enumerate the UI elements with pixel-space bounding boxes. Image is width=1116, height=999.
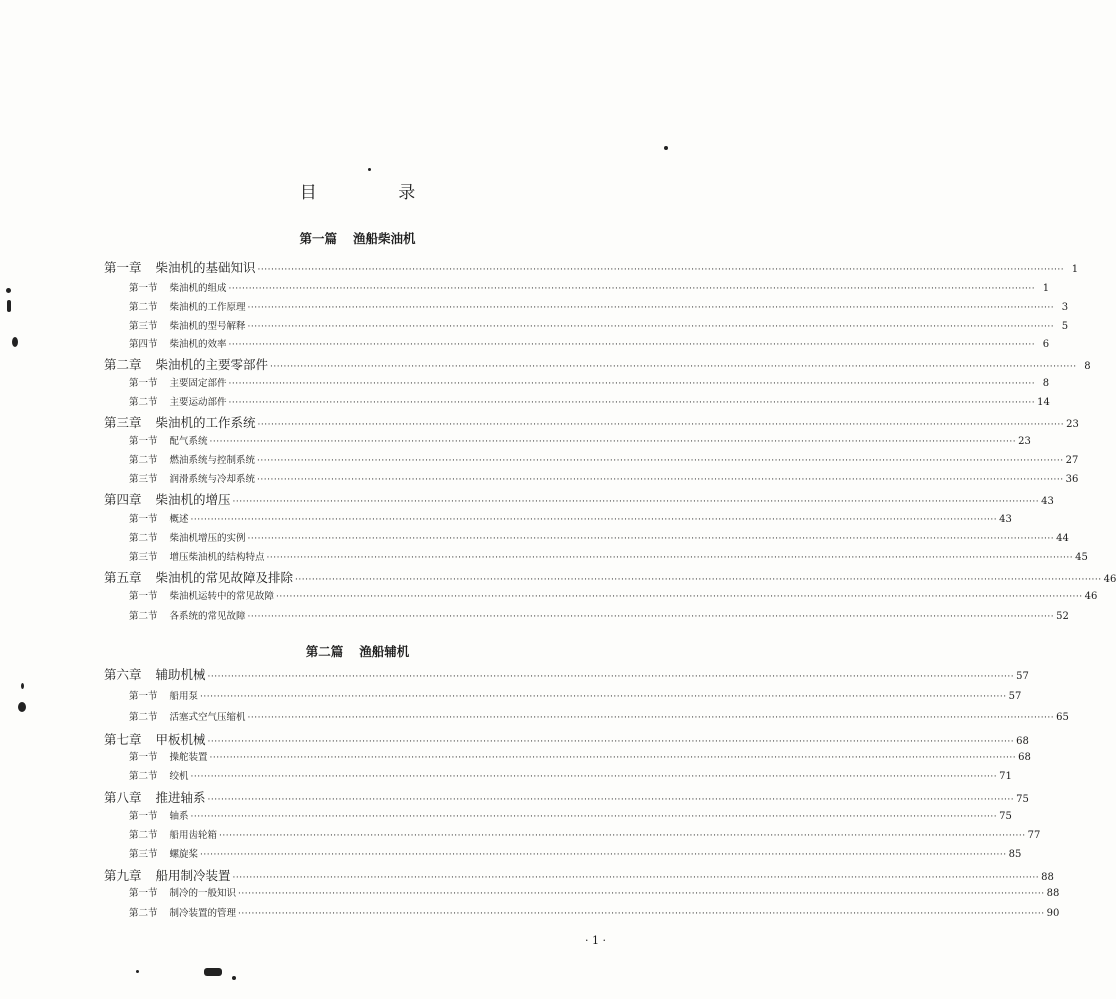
chapter-title: 推进轴系 xyxy=(155,790,206,805)
section-number: 第一节 xyxy=(129,591,158,602)
dot-leader: ················································································································································································································································ xyxy=(270,362,1077,372)
dot-leader: ················································································································································································································································ xyxy=(232,873,1040,883)
page-ref: 8 xyxy=(1084,361,1091,372)
section-number: 第一节 xyxy=(129,752,158,763)
section-number: 第二节 xyxy=(129,302,158,313)
page-ref: 46 xyxy=(1084,591,1098,602)
part-name: 渔船辅机 xyxy=(359,644,410,659)
section-number: 第二节 xyxy=(129,455,158,466)
chapter-number: 第二章 xyxy=(104,357,142,372)
page-ref: 8 xyxy=(1042,378,1050,389)
section-title: 制冷的一般知识 xyxy=(169,888,237,899)
page-ref: 23 xyxy=(1066,419,1079,430)
section-number: 第二节 xyxy=(129,830,158,841)
dot-leader: ················································································································································································································································ xyxy=(247,713,1055,723)
chapter-number: 第三章 xyxy=(104,415,142,430)
dot-leader: ················································································································································································································································ xyxy=(228,284,1036,294)
dot-leader: ················································································································································································································································ xyxy=(295,575,1102,585)
toc-section-entry xyxy=(129,846,1022,865)
toc-chapter-entry xyxy=(104,866,1054,885)
section-number: 第二节 xyxy=(129,712,158,723)
toc-section-entry xyxy=(129,827,1041,846)
section-number: 第二节 xyxy=(129,611,158,622)
page-ref: 36 xyxy=(1065,474,1079,485)
toc-section-entry xyxy=(129,588,1098,607)
section-title: 制冷装置的管理 xyxy=(169,908,237,919)
section-number: 第一节 xyxy=(129,811,158,822)
section-title: 概述 xyxy=(169,514,189,525)
scan-speck xyxy=(12,337,18,347)
toc-chapter-entry xyxy=(104,355,1091,374)
toc-chapter-entry xyxy=(104,665,1029,684)
chapter-number: 第五章 xyxy=(104,570,142,585)
chapter-title: 柴油机的增压 xyxy=(155,492,231,507)
page-number: · 1 · xyxy=(585,934,606,947)
toc-section-entry xyxy=(129,433,1031,452)
scan-speck xyxy=(664,146,668,150)
toc-section-entry xyxy=(129,808,1012,827)
toc-section-entry xyxy=(129,452,1079,471)
page-ref: 43 xyxy=(1041,496,1054,507)
dot-leader: ················································································································································································································································ xyxy=(190,772,998,782)
toc-section-entry xyxy=(129,549,1088,568)
toc-section-entry xyxy=(129,280,1050,299)
section-number: 第三节 xyxy=(129,474,158,485)
toc-section-entry xyxy=(129,688,1022,707)
page-ref: 71 xyxy=(999,771,1012,782)
section-number: 第三节 xyxy=(129,849,158,860)
dot-leader: ················································································································································································································································ xyxy=(190,515,998,525)
chapter-title: 柴油机的主要零部件 xyxy=(155,357,269,372)
dot-leader: ················································································································································································································································ xyxy=(238,889,1045,899)
scan-speck xyxy=(6,288,11,293)
page-ref: 1 xyxy=(1042,283,1050,294)
section-title: 润滑系统与冷却系统 xyxy=(169,474,256,485)
toc-chapter-entry xyxy=(104,490,1054,509)
dot-leader: ················································································································································································································································ xyxy=(207,737,1015,747)
dot-leader: ················································································································································································································································ xyxy=(257,475,1064,485)
dot-leader: ················································································································································································································································ xyxy=(247,612,1055,622)
toc-section-entry xyxy=(129,375,1050,394)
dot-leader: ················································································································································································································································ xyxy=(219,831,1026,841)
section-title: 轴系 xyxy=(169,811,189,822)
dot-leader: ················································································································································································································································ xyxy=(257,420,1065,430)
section-number: 第三节 xyxy=(129,552,158,563)
page-ref: 44 xyxy=(1056,533,1069,544)
dot-leader: ················································································································································································································································ xyxy=(276,592,1083,602)
section-title: 柴油机的组成 xyxy=(169,283,227,294)
page-ref: 43 xyxy=(999,514,1012,525)
page-ref: 45 xyxy=(1075,552,1088,563)
scan-speck xyxy=(21,683,24,689)
section-title: 柴油机的工作原理 xyxy=(169,302,246,313)
section-title: 各系统的常见故障 xyxy=(169,611,246,622)
page-ref: 88 xyxy=(1046,888,1060,899)
section-title: 主要运动部件 xyxy=(169,397,227,408)
section-title: 主要固定部件 xyxy=(169,378,227,389)
scan-speck xyxy=(368,168,371,171)
scan-speck xyxy=(136,970,139,973)
section-title: 螺旋桨 xyxy=(169,849,199,860)
dot-leader: ················································································································································································································································ xyxy=(209,437,1017,447)
section-number: 第四节 xyxy=(129,339,158,350)
scan-speck xyxy=(7,300,11,312)
page-ref: 75 xyxy=(999,811,1012,822)
part-label: 第二篇 xyxy=(305,644,344,659)
section-title: 柴油机运转中的常见故障 xyxy=(169,591,275,602)
dot-leader: ················································································································································································································································ xyxy=(257,456,1064,466)
chapter-title: 辅助机械 xyxy=(155,667,206,682)
dot-leader: ················································································································································································································································ xyxy=(266,553,1074,563)
page-ref: 3 xyxy=(1061,302,1069,313)
section-number: 第二节 xyxy=(129,397,158,408)
page-ref: 75 xyxy=(1016,794,1029,805)
toc-section-entry xyxy=(129,471,1079,490)
page-ref: 23 xyxy=(1018,436,1031,447)
toc-chapter-entry xyxy=(104,730,1029,749)
section-number: 第一节 xyxy=(129,691,158,702)
chapter-number: 第一章 xyxy=(104,260,142,275)
dot-leader: ················································································································································································································································ xyxy=(190,812,998,822)
chapter-title: 柴油机的基础知识 xyxy=(155,260,256,275)
section-number: 第一节 xyxy=(129,514,158,525)
page-ref: 1 xyxy=(1071,264,1079,275)
chapter-title: 船用制冷装置 xyxy=(155,868,231,883)
chapter-number: 第九章 xyxy=(104,868,142,883)
section-title: 操舵装置 xyxy=(169,752,208,763)
toc-section-entry xyxy=(129,318,1069,337)
section-number: 第一节 xyxy=(129,283,158,294)
dot-leader: ················································································································································································································································ xyxy=(228,379,1036,389)
toc-chapter-entry xyxy=(104,413,1079,432)
scan-speck xyxy=(204,968,222,976)
page-ref: 27 xyxy=(1065,455,1079,466)
page-ref: 57 xyxy=(1008,691,1022,702)
part-heading xyxy=(0,642,715,660)
chapter-title: 柴油机的工作系统 xyxy=(155,415,256,430)
page-ref: 90 xyxy=(1046,908,1060,919)
toc-section-entry xyxy=(129,905,1060,924)
toc-chapter-entry xyxy=(104,258,1079,277)
toc-section-entry xyxy=(129,336,1050,355)
dot-leader: ················································································································································································································································ xyxy=(207,795,1015,805)
dot-leader: ················································································································································································································································ xyxy=(207,672,1015,682)
chapter-number: 第六章 xyxy=(104,667,142,682)
section-title: 配气系统 xyxy=(169,436,208,447)
toc-section-entry xyxy=(129,608,1069,627)
toc-section-entry xyxy=(129,394,1050,413)
section-title: 活塞式空气压缩机 xyxy=(169,712,246,723)
page-ref: 46 xyxy=(1103,574,1116,585)
chapter-title: 甲板机械 xyxy=(155,732,206,747)
page-ref: 88 xyxy=(1041,872,1054,883)
toc-section-entry xyxy=(129,530,1069,549)
section-title: 燃油系统与控制系统 xyxy=(169,455,256,466)
chapter-number: 第四章 xyxy=(104,492,142,507)
toc-section-entry xyxy=(129,749,1031,768)
toc-section-entry xyxy=(129,299,1069,318)
page-ref: 85 xyxy=(1008,849,1022,860)
section-title: 船用泵 xyxy=(169,691,199,702)
page-ref: 68 xyxy=(1018,752,1031,763)
page-ref: 77 xyxy=(1027,830,1041,841)
chapter-number: 第八章 xyxy=(104,790,142,805)
section-number: 第二节 xyxy=(129,533,158,544)
page-ref: 68 xyxy=(1016,736,1029,747)
dot-leader: ················································································································································································································································ xyxy=(228,398,1036,408)
dot-leader: ················································································································································································································································ xyxy=(257,265,1065,275)
dot-leader: ················································································································································································································································ xyxy=(247,303,1055,313)
dot-leader: ················································································································································································································································ xyxy=(238,909,1045,919)
section-number: 第一节 xyxy=(129,888,158,899)
page-ref: 57 xyxy=(1016,671,1029,682)
toc-section-entry xyxy=(129,885,1060,904)
dot-leader: ················································································································································································································································ xyxy=(247,534,1055,544)
section-title: 柴油机增压的实例 xyxy=(169,533,246,544)
dot-leader: ················································································································································································································································ xyxy=(228,340,1036,350)
section-number: 第二节 xyxy=(129,908,158,919)
toc-chapter-entry xyxy=(104,788,1029,807)
dot-leader: ················································································································································································································································ xyxy=(247,322,1055,332)
part-name: 渔船柴油机 xyxy=(353,231,416,246)
section-title: 船用齿轮箱 xyxy=(169,830,218,841)
page-ref: 14 xyxy=(1037,397,1050,408)
page-ref: 5 xyxy=(1061,321,1069,332)
page-ref: 6 xyxy=(1042,339,1050,350)
part-label: 第一篇 xyxy=(299,231,337,246)
toc-section-entry xyxy=(129,511,1012,530)
page-ref: 52 xyxy=(1056,611,1069,622)
dot-leader: ················································································································································································································································ xyxy=(200,850,1007,860)
section-title: 增压柴油机的结构特点 xyxy=(169,552,265,563)
chapter-number: 第七章 xyxy=(104,732,142,747)
dot-leader: ················································································································································································································································ xyxy=(200,692,1007,702)
chapter-title: 柴油机的常见故障及排除 xyxy=(155,570,294,585)
section-number: 第二节 xyxy=(129,771,158,782)
section-number: 第一节 xyxy=(129,378,158,389)
section-title: 柴油机的效率 xyxy=(169,339,227,350)
page-title: 目 录 xyxy=(299,183,454,203)
dot-leader: ················································································································································································································································ xyxy=(209,753,1017,763)
section-number: 第三节 xyxy=(129,321,158,332)
section-title: 柴油机的型号解释 xyxy=(169,321,246,332)
dot-leader: ················································································································································································································································ xyxy=(232,497,1040,507)
toc-section-entry xyxy=(129,709,1069,728)
toc-section-entry xyxy=(129,768,1012,787)
scan-speck xyxy=(18,702,26,712)
page-ref: 65 xyxy=(1056,712,1069,723)
section-number: 第一节 xyxy=(129,436,158,447)
section-title: 绞机 xyxy=(169,771,189,782)
part-heading xyxy=(0,229,715,247)
toc-chapter-entry xyxy=(104,568,1116,587)
scan-speck xyxy=(232,976,236,980)
